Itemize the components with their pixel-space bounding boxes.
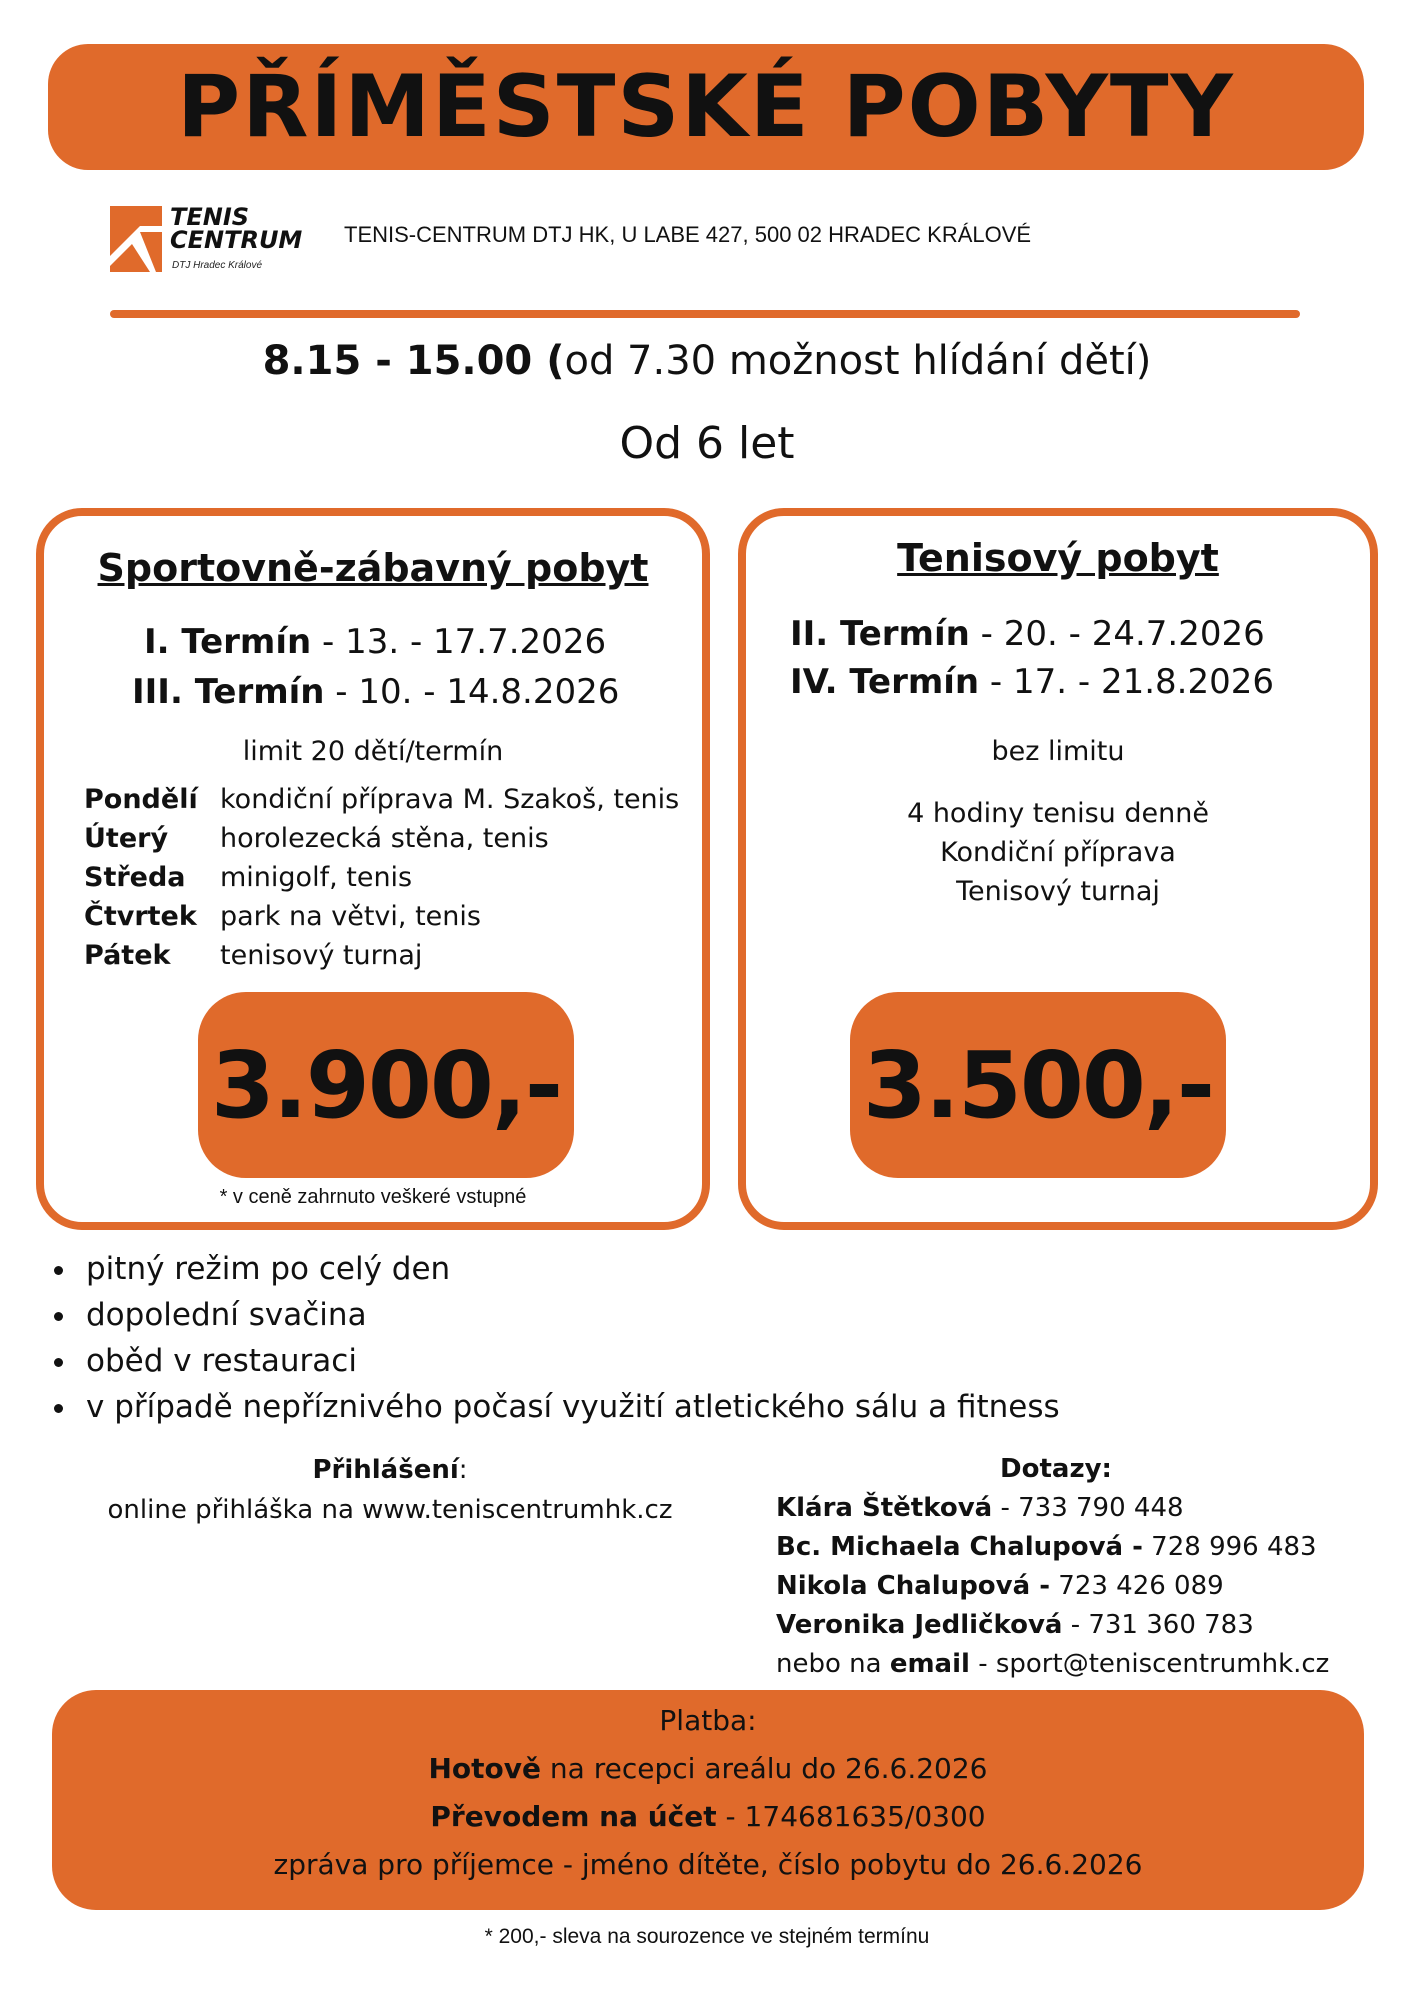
page-title: PŘÍMĚSTSKÉ POBYTY — [177, 57, 1235, 157]
schedule-day: Středa — [84, 862, 186, 893]
registration-section — [90, 1450, 690, 1530]
payment-banner — [52, 1690, 1364, 1910]
tennis-logo-icon — [110, 206, 162, 272]
email-row — [776, 1645, 1376, 1684]
logo-subtitle: DTJ Hradec Králové — [172, 260, 263, 271]
schedule-day: Pátek — [84, 940, 171, 971]
registration-heading: Přihlášení — [312, 1455, 459, 1485]
schedule-activity: tenisový turnaj — [220, 940, 423, 971]
contact-row — [776, 1567, 1376, 1606]
list-item: oběd v restauraci — [48, 1338, 1060, 1384]
list-item: dopolední svačina — [48, 1292, 1060, 1338]
contact-phone: - 733 790 448 — [992, 1493, 1184, 1523]
schedule-row — [84, 862, 412, 893]
term-label: III. Termín — [132, 672, 325, 712]
schedule-activity: park na větvi, tenis — [220, 901, 481, 932]
term-dates: - 20. - 24.7.2026 — [969, 614, 1265, 654]
term-dates: - 17. - 21.8.2026 — [979, 662, 1275, 702]
payment-heading: Platba — [659, 1704, 748, 1737]
schedule-activity: kondiční příprava M. Szakoš, tenis — [220, 784, 680, 815]
list-item: pitný režim po celý den — [48, 1246, 1060, 1292]
price-badge: 3.900,- — [198, 992, 574, 1178]
payment-message: zpráva pro příjemce - jméno dítěte, číslo pobytu do 26.6.2026 — [273, 1848, 1143, 1881]
contact-name: Nikola Chalupová - — [776, 1571, 1051, 1601]
contact-phone: - 731 360 783 — [1062, 1610, 1254, 1640]
hours-rest: od 7.30 možnost hlídání dětí) — [564, 338, 1152, 384]
contact-row — [776, 1606, 1376, 1645]
schedule-row — [84, 823, 549, 854]
payment-transfer-text: - 174681635/0300 — [716, 1800, 986, 1833]
schedule-day: Úterý — [84, 823, 169, 854]
payment-heading-row — [52, 1704, 1364, 1737]
card-title: Sportovně-zábavný pobyt — [97, 546, 649, 590]
logo-line1: TENIS — [170, 203, 250, 231]
term-label: I. Termín — [144, 622, 312, 662]
schedule-row — [84, 784, 679, 815]
payment-cash-text: na recepci areálu do 26.6.2026 — [541, 1752, 988, 1785]
card-title: Tenisový pobyt — [897, 536, 1219, 580]
schedule-activity: horolezecká stěna, tenis — [220, 823, 549, 854]
tennis-stay-card — [738, 508, 1378, 1230]
contact-row — [776, 1489, 1376, 1528]
registration-text: online přihláška na www.teniscentrumhk.cz — [107, 1495, 673, 1525]
logo-text — [170, 203, 303, 254]
hours-bold: 8.15 - 15.00 ( — [262, 338, 565, 384]
feature-item: 4 hodiny tenisu denně — [907, 798, 1209, 829]
contact-name: Klára Štětková — [776, 1493, 993, 1523]
contact-phone: 723 426 089 — [1050, 1571, 1224, 1601]
email-label: email — [889, 1649, 970, 1679]
sport-stay-card — [36, 508, 710, 1230]
schedule-row — [84, 940, 422, 971]
contacts-heading: Dotazy: — [1000, 1454, 1112, 1484]
price-note: * v ceně zahrnuto veškeré vstupné — [219, 1186, 527, 1208]
schedule-day: Pondělí — [84, 784, 198, 815]
hours — [0, 338, 1414, 384]
payment-transfer-row — [52, 1800, 1364, 1833]
email-prefix: nebo na — [776, 1649, 890, 1679]
price-badge: 3.500,- — [850, 992, 1226, 1178]
feature-item: Tenisový turnaj — [956, 876, 1160, 907]
email-value: - sport@teniscentrumhk.cz — [969, 1649, 1330, 1679]
contact-name: Veronika Jedličková — [776, 1610, 1063, 1640]
feature-item: Kondiční příprava — [940, 837, 1176, 868]
payment-colon: : — [747, 1704, 757, 1737]
schedule-row — [84, 901, 481, 932]
payment-cash-label: Hotově — [428, 1752, 542, 1785]
payment-transfer-label: Převodem na účet — [430, 1800, 717, 1833]
address: TENIS-CENTRUM DTJ HK, U LABE 427, 500 02 HRADEC KRÁLOVÉ — [344, 222, 1032, 247]
term-row — [790, 614, 1265, 654]
payment-cash-row — [52, 1752, 1364, 1785]
sibling-discount-note: * 200,- sleva na sourozence ve stejném termínu — [484, 1925, 930, 1948]
term-label: IV. Termín — [790, 662, 980, 702]
schedule-day: Čtvrtek — [84, 901, 197, 932]
term-row — [790, 662, 1274, 702]
term-label: II. Termín — [790, 614, 970, 654]
term-dates: - 10. - 14.8.2026 — [324, 672, 620, 712]
age-limit: Od 6 let — [619, 418, 795, 469]
schedule-activity: minigolf, tenis — [220, 862, 413, 893]
list-item: v případě nepříznivého počasí využití atletického sálu a fitness — [48, 1384, 1060, 1430]
term-dates: - 13. - 17.7.2026 — [311, 622, 607, 662]
contact-phone: 728 996 483 — [1142, 1532, 1317, 1562]
title-banner — [48, 44, 1364, 170]
capacity-limit: limit 20 dětí/termín — [242, 736, 504, 767]
contacts-section — [776, 1450, 1376, 1684]
registration-colon: : — [458, 1455, 468, 1485]
capacity-limit: bez limitu — [991, 736, 1125, 767]
included-list — [48, 1246, 1060, 1430]
divider — [110, 310, 1300, 318]
tenis-centrum-logo — [110, 204, 330, 276]
term-row — [144, 622, 606, 662]
logo-line2: CENTRUM — [170, 226, 303, 254]
contact-name: Bc. Michaela Chalupová - — [776, 1532, 1143, 1562]
contact-row — [776, 1528, 1376, 1567]
term-row — [132, 672, 619, 712]
